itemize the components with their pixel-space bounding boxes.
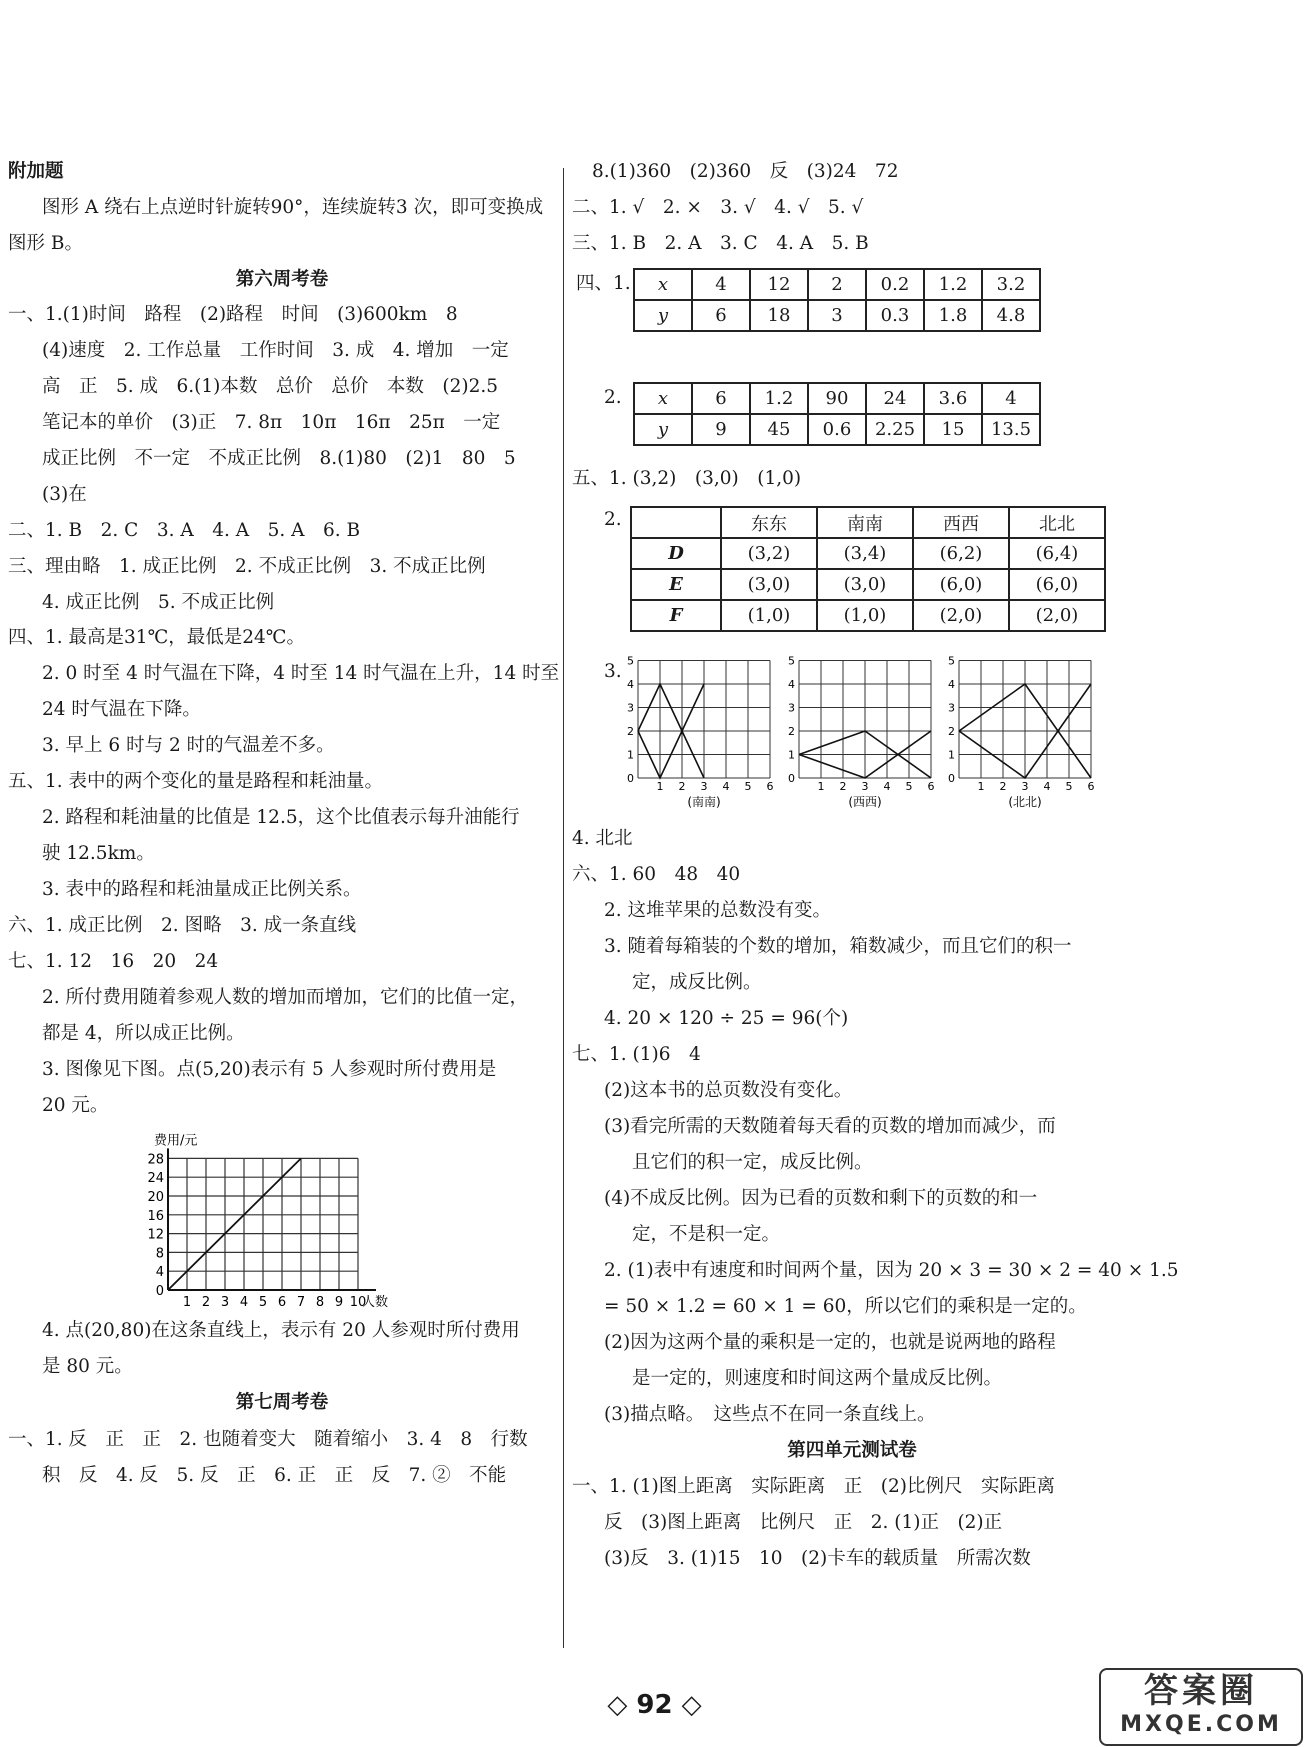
series-line [168, 1158, 301, 1290]
answer-line: 3. 随着每箱装的个数的增加，箱数减少，而且它们的积一 [604, 936, 1072, 957]
coordinate-table [630, 506, 1106, 632]
table-cell [631, 507, 721, 538]
y-tick-label: 12 [147, 1227, 164, 1243]
x-tick-label: 6 [277, 1295, 287, 1308]
y-tick-label: 0 [155, 1284, 164, 1299]
x-tick-label: 2 [678, 780, 686, 793]
answer-line: 七、1. (1)6 4 [572, 1044, 701, 1065]
answer-line: 2. 所付费用随着参观人数的增加而增加，它们的比值一定， [42, 987, 529, 1008]
cost-chart [140, 1128, 440, 1308]
answer-line: 图形 A 绕右上点逆时针旋转90°，连续旋转3 次，即可变换成 [42, 197, 544, 218]
answer-line: 三、1. B 2. A 3. C 4. A 5. B [572, 233, 869, 254]
y-tick-label: 2 [948, 725, 955, 738]
answer-line: (3)描点略。 这些点不在同一条直线上。 [604, 1404, 936, 1425]
answer-line: 一、1. (1)图上距离 实际距离 正 (2)比例尺 实际距离 [572, 1476, 1055, 1497]
coordinate-grid [947, 652, 1097, 812]
table-cell: 15 [924, 414, 982, 445]
xy-table-2 [633, 382, 1041, 446]
table-cell: 18 [750, 300, 808, 331]
answer-line: (3)看完所需的天数随着每天看的页数的增加而减少，而 [604, 1116, 1056, 1137]
table-cell: x [634, 383, 692, 414]
x-tick-label: 1 [656, 780, 664, 793]
x-axis-label: 人数 [362, 1295, 389, 1308]
table-cell: 2.25 [866, 414, 924, 445]
x-tick-label: 3 [861, 780, 869, 793]
answer-line: 3. 图像见下图。点(5,20)表示有 5 人参观时所付费用是 [42, 1059, 497, 1080]
table-label: 2. [604, 509, 622, 530]
x-tick-label: 10 [349, 1295, 367, 1308]
table-row [631, 507, 1105, 538]
table-row [634, 414, 1040, 445]
coordinate-grid [787, 652, 937, 812]
table-cell: (6,0) [1009, 569, 1105, 600]
watermark-bottom: MXQE.COM [1120, 1712, 1282, 1737]
answer-line: 4. 点(20,80)在这条直线上，表示有 20 人参观时所付费用 [42, 1320, 520, 1341]
y-tick-label: 1 [788, 748, 795, 762]
x-tick-label: 1 [817, 780, 825, 793]
answer-line: (2)这本书的总页数没有变化。 [604, 1080, 853, 1101]
answer-line: 8.(1)360 (2)360 反 (3)24 72 [592, 161, 899, 182]
table-cell: 北北 [1009, 507, 1105, 538]
table-cell: (1,0) [721, 600, 817, 631]
y-tick-label: 4 [155, 1265, 164, 1281]
answer-line: (2)因为这两个量的乘积是一定的，也就是说两地的路程 [604, 1332, 1056, 1353]
answer-line: 四、1. 最高是31℃，最低是24℃。 [8, 627, 306, 648]
section-title: 第四单元测试卷 [787, 1440, 917, 1461]
table-cell: 6 [692, 300, 750, 331]
answer-line: 笔记本的单价 (3)正 7. 8π 10π 16π 25π 一定 [42, 412, 501, 433]
table-cell: 3.6 [924, 383, 982, 414]
section-title: 第七周考卷 [235, 1392, 329, 1413]
x-tick-label: 5 [258, 1295, 268, 1308]
table-cell: 24 [866, 383, 924, 414]
x-tick-label: 8 [315, 1295, 325, 1308]
answer-line: 2. (1)表中有速度和时间两个量，因为 20 × 3 = 30 × 2 = 40 × 1.5 [604, 1260, 1179, 1281]
table-label: 四、1. [576, 273, 631, 294]
y-tick-label: 5 [627, 654, 634, 668]
answer-line: 2. 0 时至 4 时气温在下降，4 时至 14 时气温在上升，14 时至 [42, 663, 560, 684]
table-row [631, 569, 1105, 600]
answer-line: 是 80 元。 [42, 1356, 133, 1377]
table-cell: 0.2 [866, 269, 924, 300]
x-tick-label: 9 [334, 1295, 344, 1308]
answer-line: (4)速度 2. 工作总量 工作时间 3. 成 4. 增加 一定 [42, 340, 509, 361]
table-cell: x [634, 269, 692, 300]
table-cell: 南南 [817, 507, 913, 538]
answer-line: (3)在 [42, 484, 87, 505]
answer-line: 五、1. 表中的两个变化的量是路程和耗油量。 [8, 771, 384, 792]
x-tick-label: 6 [766, 780, 774, 793]
answer-line: = 50 × 1.2 = 60 × 1 = 60，所以它们的乘积是一定的。 [604, 1296, 1087, 1317]
y-tick-label: 4 [627, 678, 634, 691]
table-cell: y [634, 300, 692, 331]
y-tick-label: 3 [948, 701, 955, 715]
answer-line: 一、1. 反 正 正 2. 也随着变大 随着缩小 3. 4 8 行数 [8, 1429, 528, 1450]
table-cell: 3.2 [982, 269, 1040, 300]
answer-line: 七、1. 12 16 20 24 [8, 951, 219, 972]
answer-line: 都是 4，所以成正比例。 [42, 1023, 245, 1044]
answer-line: 4. 北北 [572, 828, 633, 849]
answer-line: 24 时气温在下降。 [42, 699, 201, 720]
answer-line: 3. 表中的路程和耗油量成正比例关系。 [42, 879, 362, 900]
answer-line: 六、1. 成正比例 2. 图略 3. 成一条直线 [8, 915, 357, 936]
answer-line: 定，不是积一定。 [632, 1224, 781, 1245]
page-number: ◇ 92 ◇ [607, 1690, 702, 1720]
y-tick-label: 0 [788, 772, 795, 785]
table-cell: F [631, 600, 721, 631]
table-cell: 1.8 [924, 300, 982, 331]
table-cell: (6,0) [913, 569, 1009, 600]
x-tick-label: 2 [201, 1295, 211, 1308]
table-cell: (3,0) [817, 569, 913, 600]
answer-line: 六、1. 60 48 40 [572, 864, 741, 885]
table-row [634, 269, 1040, 300]
x-tick-label: 5 [1065, 780, 1073, 793]
table-cell: (3,0) [721, 569, 817, 600]
table-cell: (2,0) [913, 600, 1009, 631]
answer-line: 一、1.(1)时间 路程 (2)路程 时间 (3)600km 8 [8, 304, 458, 325]
answer-line: 二、1. B 2. C 3. A 4. A 5. A 6. B [8, 520, 361, 541]
table-cell: 45 [750, 414, 808, 445]
table-cell: 1.2 [750, 383, 808, 414]
y-tick-label: 0 [627, 772, 634, 785]
x-tick-label: 5 [905, 780, 913, 793]
x-tick-label: 2 [999, 780, 1007, 793]
table-cell: 4 [982, 383, 1040, 414]
y-tick-label: 2 [627, 725, 634, 738]
x-tick-label: 1 [977, 780, 985, 793]
answer-line: 三、理由略 1. 成正比例 2. 不成正比例 3. 不成正比例 [8, 556, 486, 577]
x-tick-label: 1 [182, 1295, 192, 1308]
y-tick-label: 16 [147, 1208, 164, 1224]
y-tick-label: 5 [788, 654, 795, 668]
y-axis-label: 费用/元 [154, 1133, 198, 1149]
answer-line: (3)反 3. (1)15 10 (2)卡车的载质量 所需次数 [604, 1548, 1031, 1569]
grid-caption: (西西) [848, 795, 882, 809]
watermark-logo [1099, 1668, 1303, 1746]
answer-line: 且它们的积一定，成反比例。 [632, 1152, 873, 1173]
table-cell: 东东 [721, 507, 817, 538]
table-row [634, 300, 1040, 331]
y-tick-label: 0 [948, 772, 955, 785]
x-tick-label: 7 [296, 1295, 306, 1308]
x-tick-label: 2 [839, 780, 847, 793]
table-label: 2. [604, 387, 622, 408]
grid-caption: (北北) [1008, 795, 1042, 809]
table-cell: 0.6 [808, 414, 866, 445]
table-cell: 3 [808, 300, 866, 331]
table-cell: 西西 [913, 507, 1009, 538]
table-cell: y [634, 414, 692, 445]
x-tick-label: 6 [927, 780, 935, 793]
watermark-top: 答案圈 [1144, 1671, 1258, 1711]
answer-line: 3. 早上 6 时与 2 时的气温差不多。 [42, 735, 335, 756]
x-tick-label: 3 [220, 1295, 230, 1308]
table-cell: 12 [750, 269, 808, 300]
x-tick-label: 4 [239, 1295, 249, 1308]
answer-line: 积 反 4. 反 5. 反 正 6. 正 正 反 7. ② 不能 [42, 1465, 507, 1486]
answer-line: 高 正 5. 成 6.(1)本数 总价 总价 本数 (2)2.5 [42, 376, 499, 397]
table-cell: 90 [808, 383, 866, 414]
section-title: 第六周考卷 [235, 269, 329, 290]
table-cell: 0.3 [866, 300, 924, 331]
y-tick-label: 20 [147, 1190, 164, 1205]
answer-line: 成正比例 不一定 不成正比例 8.(1)80 (2)1 80 5 [42, 448, 516, 469]
y-tick-label: 3 [627, 701, 634, 715]
y-tick-label: 3 [788, 701, 795, 715]
x-tick-label: 3 [700, 780, 708, 793]
table-cell: E [631, 569, 721, 600]
answer-line: 2. 这堆苹果的总数没有变。 [604, 900, 832, 921]
table-row [631, 600, 1105, 631]
answer-line: 五、1. (3,2) (3,0) (1,0) [572, 468, 802, 489]
answer-line: 2. 路程和耗油量的比值是 12.5，这个比值表示每升油能行 [42, 807, 520, 828]
answer-line: 定，成反比例。 [632, 972, 762, 993]
y-tick-label: 2 [788, 725, 795, 738]
table-label: 3. [604, 661, 622, 682]
answer-line: (4)不成反比例。因为已看的页数和剩下的页数的和一 [604, 1188, 1038, 1209]
table-cell: 2 [808, 269, 866, 300]
table-cell: (3,4) [817, 538, 913, 569]
heading: 附加题 [8, 161, 64, 182]
coordinate-grid [626, 652, 776, 812]
table-row [634, 383, 1040, 414]
answer-line: 驶 12.5km。 [42, 843, 155, 864]
answer-line: 反 (3)图上距离 比例尺 正 2. (1)正 (2)正 [604, 1512, 1003, 1533]
x-tick-label: 4 [722, 780, 730, 793]
table-cell: (1,0) [817, 600, 913, 631]
table-cell: 1.2 [924, 269, 982, 300]
y-tick-label: 8 [155, 1246, 164, 1262]
answer-line: 是一定的，则速度和时间这两个量成反比例。 [632, 1368, 1003, 1389]
y-tick-label: 24 [147, 1171, 164, 1187]
y-tick-label: 28 [147, 1152, 164, 1168]
y-tick-label: 5 [948, 654, 955, 668]
table-cell: 4.8 [982, 300, 1040, 331]
xy-table-1 [633, 268, 1041, 332]
table-cell: (3,2) [721, 538, 817, 569]
x-tick-label: 6 [1087, 780, 1095, 793]
x-tick-label: 4 [883, 780, 891, 793]
table-cell: (2,0) [1009, 600, 1105, 631]
y-tick-label: 1 [627, 748, 634, 762]
answer-line: 图形 B。 [8, 233, 83, 254]
y-tick-label: 1 [948, 748, 955, 762]
column-divider [563, 168, 564, 1648]
x-tick-label: 3 [1021, 780, 1029, 793]
x-tick-label: 5 [744, 780, 752, 793]
answer-line: 二、1. √ 2. × 3. √ 4. √ 5. √ [572, 197, 864, 218]
answer-line: 20 元。 [42, 1095, 109, 1116]
table-cell: D [631, 538, 721, 569]
table-cell: 13.5 [982, 414, 1040, 445]
grid-caption: (南南) [687, 795, 721, 809]
table-cell: 4 [692, 269, 750, 300]
table-cell: 9 [692, 414, 750, 445]
table-row [631, 538, 1105, 569]
y-tick-label: 4 [948, 678, 955, 691]
y-tick-label: 4 [788, 678, 795, 691]
table-cell: 6 [692, 383, 750, 414]
x-tick-label: 4 [1043, 780, 1051, 793]
answer-line: 4. 成正比例 5. 不成正比例 [42, 592, 275, 613]
table-cell: (6,4) [1009, 538, 1105, 569]
answer-line: 4. 20 × 120 ÷ 25 = 96(个) [604, 1008, 849, 1029]
table-cell: (6,2) [913, 538, 1009, 569]
